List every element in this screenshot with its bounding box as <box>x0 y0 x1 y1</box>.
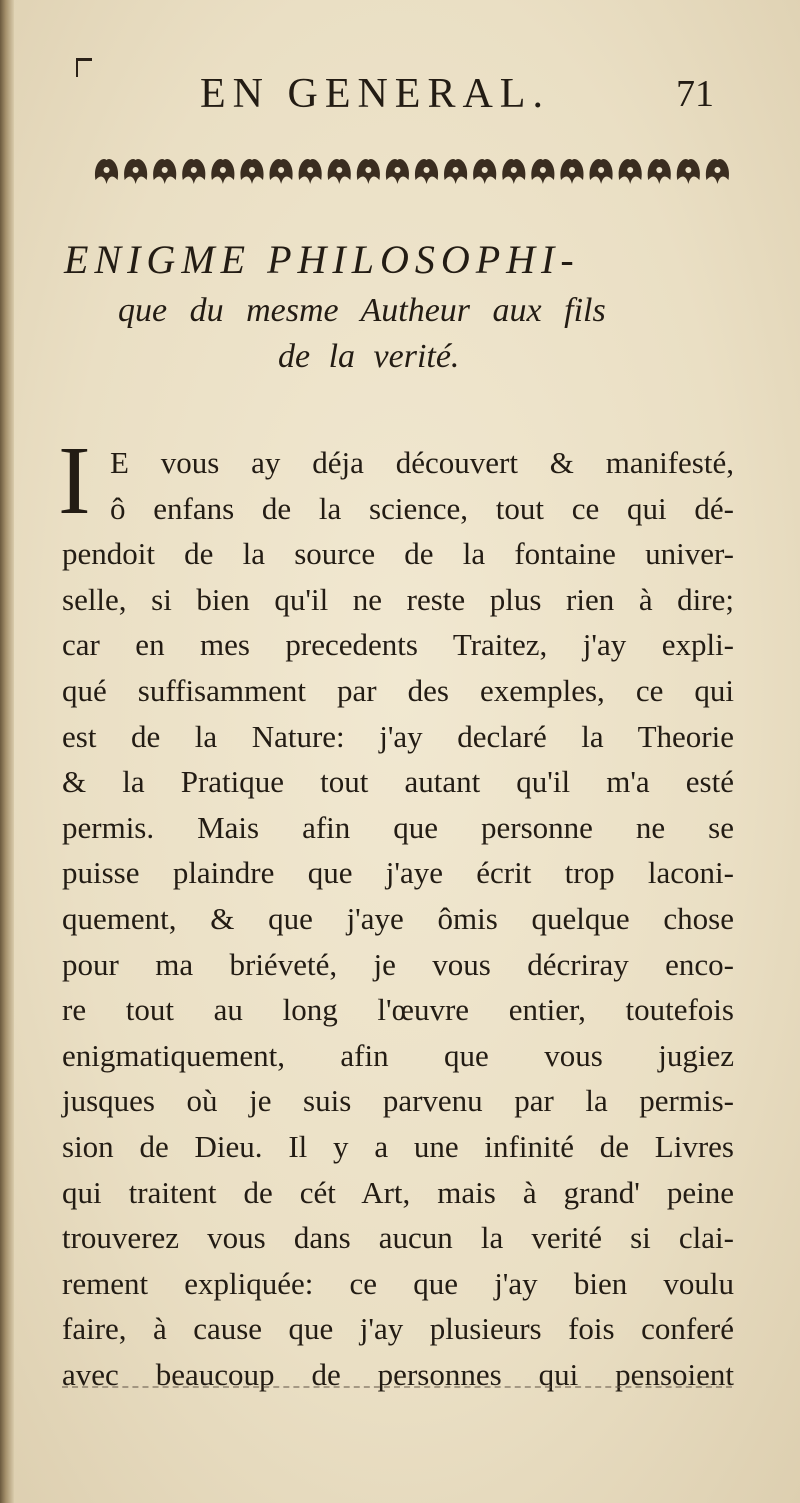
fleuron-icon <box>386 159 409 184</box>
fleuron-icon <box>648 159 671 184</box>
fleuron-icon <box>240 159 263 184</box>
fleuron-icon <box>590 159 613 184</box>
fleuron-icon <box>211 159 234 184</box>
text-line: rement expliquée: ce que j'ay bien voulu <box>62 1265 734 1301</box>
running-title: EN GENERAL. <box>200 71 550 117</box>
fleuron-icon <box>124 159 147 184</box>
text-line: quement, & que j'aye ômis quelque chose <box>62 900 734 936</box>
fleuron-icon <box>531 159 554 184</box>
fleuron-icon <box>415 159 438 184</box>
fleuron-icon <box>560 159 583 184</box>
section-title: ENIGME PHILOSOPHI- <box>64 237 580 282</box>
fleuron-icon <box>357 159 380 184</box>
fleuron-icon <box>328 159 351 184</box>
text-line: qué suffisamment par des exemples, ce qui <box>62 672 734 708</box>
text-line: puisse plaindre que j'aye écrit trop laconi- <box>62 855 734 891</box>
fleuron-icon <box>182 159 205 184</box>
corner-mark <box>76 58 92 77</box>
text-line: permis. Mais afin que personne ne se <box>62 809 734 845</box>
body-text <box>62 440 734 1397</box>
bottom-rule <box>62 1386 732 1390</box>
fleuron-icon <box>444 159 467 184</box>
section-subtitle-line-1: que du mesme Autheur aux fils <box>118 292 606 329</box>
fleuron-icon <box>153 159 176 184</box>
fleuron-icon <box>299 159 322 184</box>
fleuron-icon <box>95 159 118 184</box>
text-line: selle, si bien qu'il ne reste plus rien à dire; <box>62 581 734 617</box>
fleuron-icon <box>677 159 700 184</box>
page-number: 71 <box>676 73 714 115</box>
fleuron-icon <box>706 159 729 184</box>
text-line: qui traitent de cét Art, mais à grand' peine <box>62 1174 734 1210</box>
binding-gutter <box>0 0 14 1503</box>
text-line: E vous ay déja découvert & manifesté, <box>110 445 734 480</box>
text-line: ô enfans de la science, tout ce qui dé- <box>110 490 734 526</box>
text-line: avec beaucoup de personnes qui pensoient <box>62 1356 734 1392</box>
text-line: sion de Dieu. Il y a une infinité de Livres <box>62 1128 734 1164</box>
fleuron-icon <box>473 159 496 184</box>
text-line: est de la Nature: j'ay declaré la Theorie <box>62 718 734 754</box>
text-line: trouverez vous dans aucun la verité si clai- <box>62 1220 734 1256</box>
text-line: jusques où je suis parvenu par la permis- <box>62 1083 734 1119</box>
drop-cap: I <box>58 427 91 535</box>
fleuron-icon <box>270 159 293 184</box>
text-line: & la Pratique tout autant qu'il m'a esté <box>62 764 734 800</box>
text-line: re tout au long l'œuvre entier, toutefois <box>62 992 734 1028</box>
section-subtitle-line-2: de la verité. <box>278 338 460 375</box>
fleuron-ornament-icon <box>92 150 732 192</box>
text-line: enigmatiquement, afin que vous jugiez <box>62 1037 734 1073</box>
text-line: pour ma briéveté, je vous décriray enco- <box>62 946 734 982</box>
text-line: faire, à cause que j'ay plusieurs fois conferé <box>62 1311 734 1347</box>
text-line: car en mes precedents Traitez, j'ay expli- <box>62 627 734 663</box>
text-line: pendoit de la source de la fontaine univer- <box>62 536 734 572</box>
fleuron-icon <box>502 159 525 184</box>
fleuron-icon <box>619 159 642 184</box>
